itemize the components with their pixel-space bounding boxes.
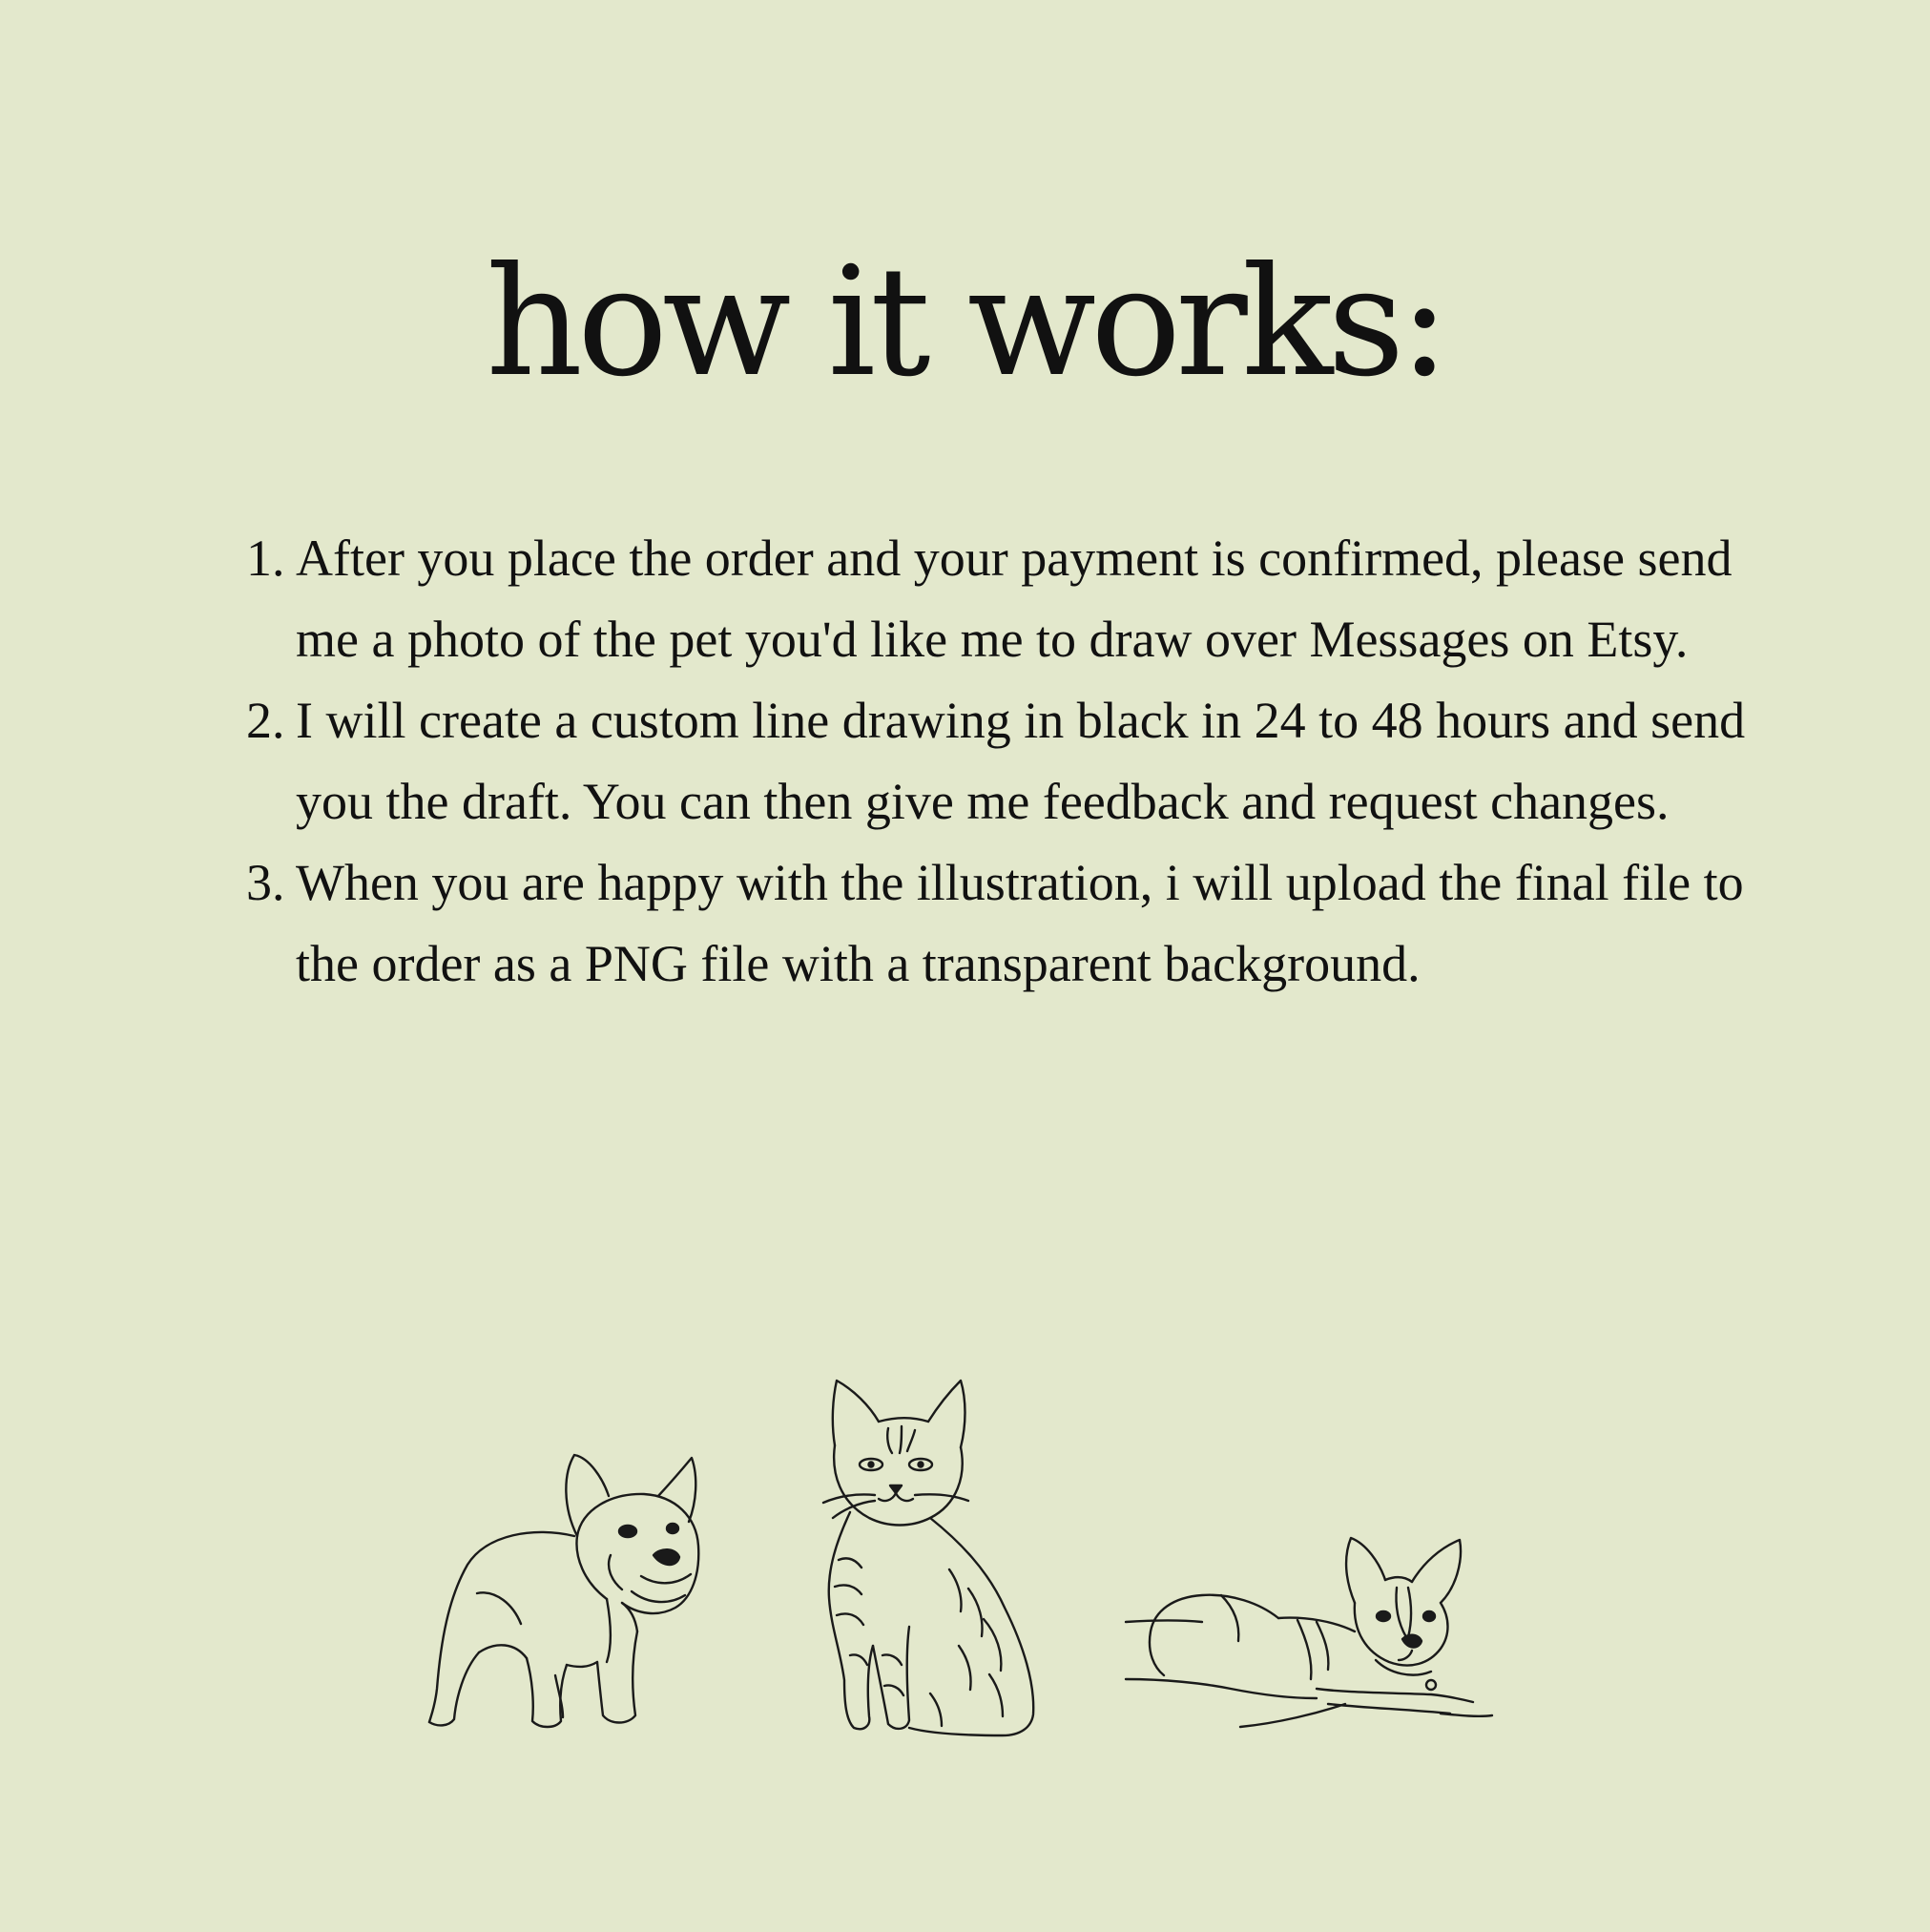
pet-illustrations — [0, 1355, 1930, 1736]
steps-list — [239, 518, 1765, 1005]
tabby-cat-icon — [816, 1369, 1054, 1741]
list-item — [239, 518, 1765, 680]
page-title: how it works: — [486, 235, 1444, 410]
list-item — [239, 680, 1765, 842]
french-bulldog-icon — [420, 1402, 706, 1727]
step-text: When you are happy with the illustration, i will upload the final file to the order as a PNG file with a transparent background. — [296, 854, 1744, 992]
step-text: After you place the order and your payment is confirmed, please send me a photo of the pet you'd like me to draw over Messages on Etsy. — [296, 530, 1733, 668]
step-number: 3. — [246, 854, 285, 911]
step-number: 2. — [246, 692, 285, 749]
list-item — [239, 842, 1765, 1005]
step-text: I will create a custom line drawing in black in 24 to 48 hours and send you the draft. You can then give me feedback and request changes. — [296, 692, 1746, 830]
corgi-icon — [1126, 1488, 1507, 1736]
step-number: 1. — [246, 530, 285, 587]
